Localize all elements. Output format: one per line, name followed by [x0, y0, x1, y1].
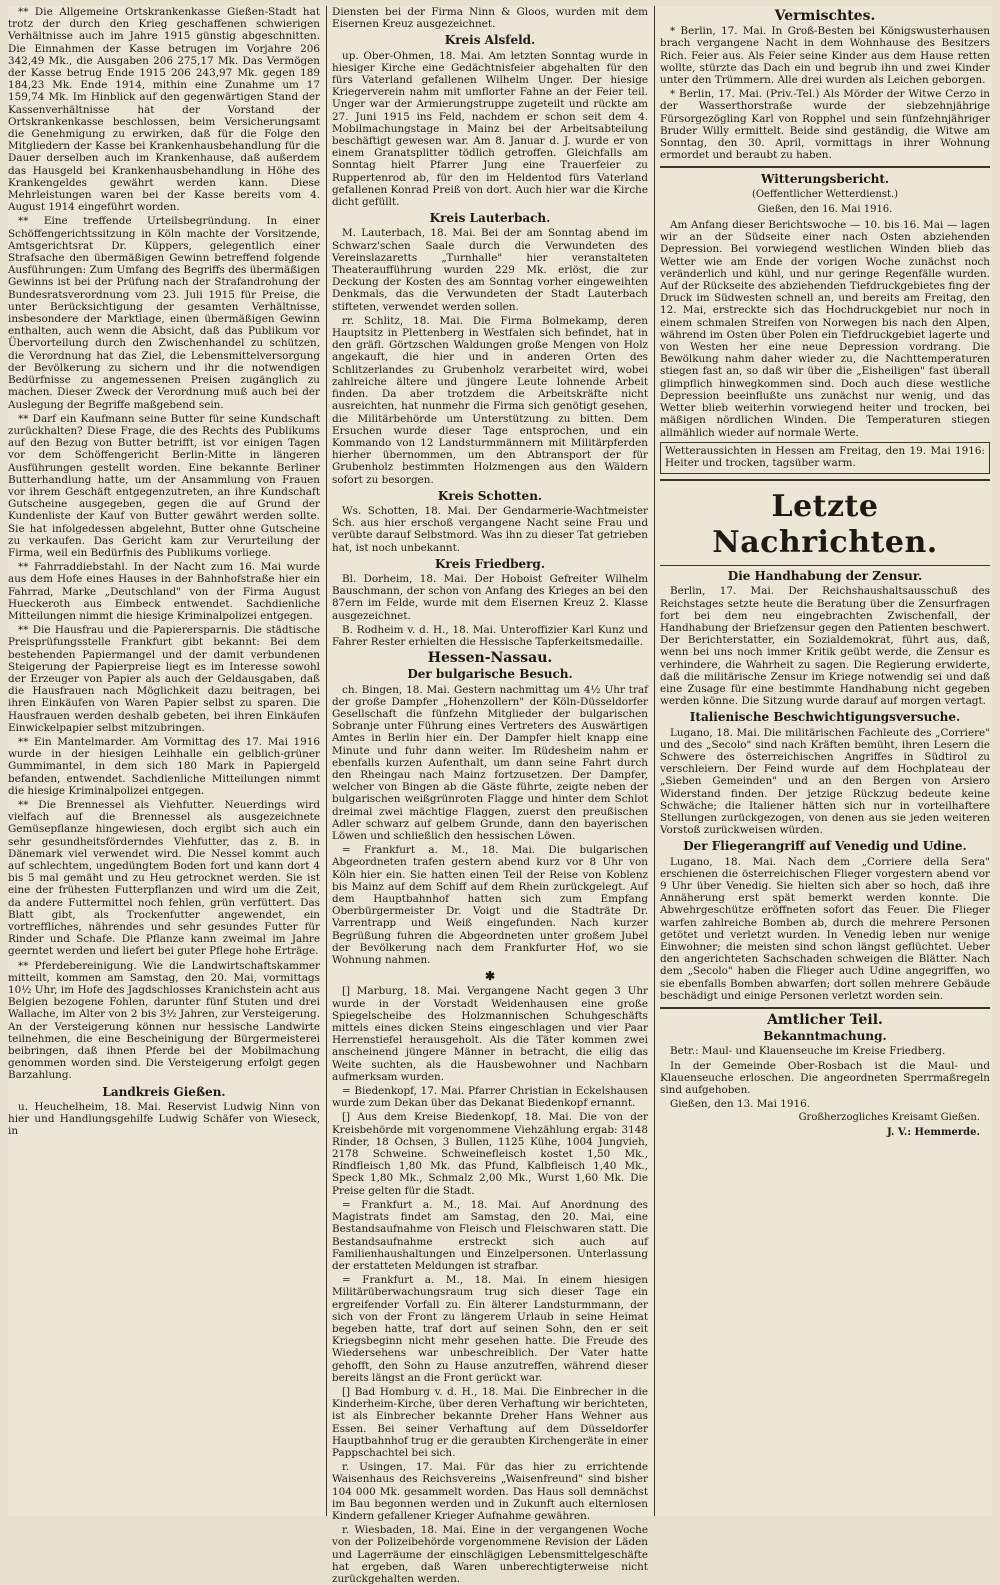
- notice-date: Gießen, den 13. Mai 1916.: [670, 1098, 810, 1111]
- weather-date: Gießen, den 16. Mai 1916.: [757, 203, 893, 215]
- article-heading-italien: Italienische Beschwichtigungsversuche.: [689, 710, 961, 725]
- section-heading-landkreis-giessen: Landkreis Gießen.: [102, 1084, 226, 1099]
- notice-authority: Großherzogliches Kreisamt Gießen.: [798, 1112, 980, 1124]
- article-heading-fliegerangriff: Der Fliegerangriff auf Venedig und Udine.: [683, 839, 967, 854]
- article-wiesbaden: r. Wiesbaden, 18. Mai. Eine in der vergangenen Woche von der Polizeibehörde vorgenommene Revision der Läden und Lagerräume der einschlägigen Lebensmittelgeschäfte hat ergeben, daß Waren unberechtigterweise nicht zurückgehalten werden.: [332, 1524, 648, 1585]
- divider: [660, 1007, 990, 1009]
- article-kreis-biedenkopf: [] Aus dem Kreise Biedenkopf, 18. Mai. Die von der Kreisbehörde mit vorgenommene Viehzählung ergab: 3148 Rinder, 18 Ochsen, 3 Bullen, 1125 Kühe, 1004 Jungvieh, 2178 Schweine. Schweinefleisch kostet 1,50 Mk., Rindfleisch 1,80 Mk. das Pfund, Kalbfleisch 1,40 Mk., Speck 1,80 Mk., Schmalz 2,00 Mk., Wurst 1,60 Mk. Die Preise gelten für die Stadt.: [332, 1111, 648, 1197]
- article-berlin-feuer: * Berlin, 17. Mai. In Groß-Besten bei Königswusterhausen brach vergangene Nacht in dem Wohnhause des Besitzers Rich. Feier aus. Als Feier seine Kinder aus dem Hause retten wollte, stürzte das Dach ein und begrub ihn und zwei Kinder unter den Trümmern. Alle drei wurden als Leichen geborgen.: [660, 25, 990, 87]
- article-berlin-mord: * Berlin, 17. Mai. (Priv.-Tel.) Als Mörder der Witwe Cerzo in der Wasserthorstraße wurde der siebzehnjährige Fürsorgezögling Karl von Ropphel und sein fünfzehnjähriger Bruder Willy ermittelt. Beide sind geständig, die Witwe am Sonntag, den 30. April, vormittags in ihrer Wohnung ermordet und beraubt zu haben.: [660, 88, 990, 162]
- article-bad-homburg: [] Bad Homburg v. d. H., 18. Mai. Die Einbrecher in die Kinderheim-Kirche, über deren Verhaftung wir berichteten, ist als Einbrecher bekannte Dreher Hans Wehner aus Essen. Bei seiner Verhaftung auf dem Düsseldorfer Hauptbahnhof trug er die geraubten Kirchengeräte in einer Pappschachtel bei sich.: [332, 1385, 648, 1459]
- weather-subtitle: (Oeffentlicher Wetterdienst.): [751, 188, 899, 200]
- divider: [660, 166, 990, 168]
- article-bingen: ch. Bingen, 18. Mai. Gestern nachmittag um 4½ Uhr traf der große Dampfer „Hohenzollern" der Köln-Düsseldorfer Gesellschaft die fünfzehn Mitglieder der bulgarischen Sobranje unter Führung eines Vertreters des Auswärtigen Amtes in Berlin hier ein. Der Dampfer hielt knapp eine Minute und fuhr dann weiter. Im Rüdesheim nahm er ebenfalls kurzen Aufenthalt, um dann seine Fahrt durch den Rheingau nach Mainz fortzusetzen. Der Dampfer, welcher von Bingen ab die Gäste führte, zeigte neben der bulgarischen weißgrünroten Flagge und hinter dem Schlot dreimal zwei mächtige Flaggen, zuerst den preußischen Adler schwarz auf gelbem Grunde, dann den bayerischen Löwen und schließlich den hessischen Löwen.: [332, 683, 648, 842]
- divider: [660, 565, 990, 566]
- article-heading-bekanntmachung: Bekanntmachung.: [763, 1029, 887, 1044]
- article-fahrraddiebstahl: ** Fahrraddiebstahl. In der Nacht zum 16. Mai wurde aus dem Hofe eines Hauses in der Bahnhofstraße hier ein Fahrrad, Marke „Deutschland" von der Firma August Hueckeroth aus Eimbeck entwendet. Sachdienliche Mitteilungen nimmt die hiesige Kriminalpolizei entgegen.: [8, 561, 320, 622]
- article-schotten: Ws. Schotten, 18. Mai. Der Gendarmerie-Wachtmeister Sch. aus hier erschoß vergangene Nacht seine Frau und verübte darauf Selbstmord. Was ihn zu dieser Tat getrieben hat, ist noch unbekannt.: [332, 504, 648, 554]
- newspaper-page: [8, 6, 992, 1585]
- notice-body: In der Gemeinde Ober-Rosbach ist die Maul- und Klauenseuche erloschen. Die angeordneten Sperrmaßregeln sind aufgehoben.: [660, 1059, 990, 1097]
- article-heading-bulgarischer-besuch: Der bulgarische Besuch.: [407, 667, 573, 682]
- article-urteilsbegruendung: ** Eine treffende Urteilsbegründung. In einer Schöffengerichtssitzung in Köln machte der Vorsitzende, Amtsgerichtsrat Dr. Küppers, gelegentlich einer Strafsache den übermäßigen Gewinn betreffend folgende Ausführungen: Zum Umfang des Begriffs des übermäßigen Gewinns ist bei der Prüfung nach der Strafandrohung der Bundesratsverordnung vom 23. Juli 1915 für Preise, die unter Berücksichtigung der gesamten Verhältnisse, insbesondere der Marktlage, einen übermäßigen Gewinn enthalten, auch wenn die Absicht, daß das Publikum vor Übervorteilung durch den Zwischenhandel zu schützen, die Verordnung hat das Ziel, die Lebensmittelversorgung der Bevölkerung zu sichern und ihr die notwendigen Bedürfnisse zu angemessenen Preisen zugänglich zu machen. Dieser Zweck der Verordnung muß auch bei der Auslegung der Begriffe maßgebend sein.: [8, 215, 320, 411]
- divider: [660, 479, 990, 481]
- article-biedenkopf: = Biedenkopf, 17. Mai. Pfarrer Christian in Eckelshausen wurde zum Dekan über das Dekanat Biedenkopf ernannt.: [332, 1085, 648, 1110]
- section-heading-lauterbach: Kreis Lauterbach.: [429, 211, 551, 226]
- article-schlitz: rr. Schlitz, 18. Mai. Die Firma Bolmekamp, deren Hauptsitz in Plettenberg in Westfalen sich befindet, hat in den gräfl. Görtzschen Waldungen große Mengen von Holz angekauft, die hier und in anderen Orten des Schlitzerlandes zu Grubenholz verarbeitet wird, wobei zahlreiche ältere und jüngere Leute lohnende Arbeit finden. Da aber trotzdem die Arbeitskräfte nicht ausreichten, hat nunmehr die Firma sich genötigt gesehen, die Militärbehörde um Unterstützung zu bitten. Dem Ersuchen wurde dieser Tage entsprochen, und ein Kommando von 12 Landsturmmännern mit Militärpferden hierher übernommen, um den Abtransport der für Grubenholz bestimmten Holzmengen aus den Wäldern sofort zu besorgen.: [332, 314, 648, 486]
- weather-forecast-box: [660, 442, 990, 474]
- notice-subject: Betr.: Maul- und Klauenseuche im Kreise Friedberg.: [670, 1045, 946, 1058]
- column-rule: [326, 6, 327, 1516]
- article-frankfurt-1: = Frankfurt a. M., 18. Mai. Die bulgarischen Abgeordneten trafen gestern abend kurz vor 8 Uhr von Köln hier ein. Sie hatten einen Teil der Reise von Koblenz bis Mainz auf dem Schiff auf dem Rhein zurückgelegt. Auf dem Hauptbahnhof hatten sich zum Empfang Oberbürgermeister Dr. Voigt und die Stadträte Dr. Varrentrapp und Weiß eingefunden. Nach kurzer Begrüßung fuhren die Abgeordneten unter großem Jubel der Bevölkerung nach dem Frankfurter Hof, wo sie Wohnung nahmen.: [332, 844, 648, 967]
- article-rodheim: B. Rodheim v. d. H., 18. Mai. Unteroffizier Karl Kunz und Fahrer Rester erhielten die Hessische Tapferkeitsmedaille.: [332, 623, 648, 648]
- article-dorheim: Bl. Dorheim, 18. Mai. Der Hoboist Gefreiter Wilhelm Bauschmann, der schon von Anfang des Krieges an bei den 87ern im Felde, wurde mit dem Eisernen Kreuz 2. Klasse ausgezeichnet.: [332, 572, 648, 622]
- section-heading-hessen-nassau: Hessen-Nassau.: [427, 650, 553, 667]
- article-papierersparnis: ** Die Hausfrau und die Papierersparnis. Die städtische Preisprüfungsstelle Frankfurt gibt bekannt: Bei dem bestehenden Papiermangel und der damit verbundenen Steigerung der Papierpreise liegt es im Interesse sowohl der Erzeuger von Papier als auch der Geldausgaben, daß die Hausfrauen nach Möglichkeit dazu beitragen, bei ihren Einkäufen von Waren Papier selbst zu sparen. Die Hausfrauen werden deshalb gebeten, bei ihren Einkäufen Einwickelpapier selbst mitzubringen.: [8, 624, 320, 734]
- article-frankfurt-3: = Frankfurt a. M., 18. Mai. In einem hiesigen Militärüberwachungsraum trug sich dieser Tage ein ergreifender Vorfall zu. Ein älterer Landsturmmann, der sich von der Front zu längerem Urlaub in seine Heimat begeben hatte, traf dort auf seinen Sohn, den er seit Kriegsbeginn nicht mehr gesehen hatte. Die Freude des Wiedersehens war unbeschreiblich. Der Vater hatte gehofft, den Sohn zu Hause anzutreffen, während dieser bereits längst an die Front gerückt war.: [332, 1274, 648, 1384]
- section-heading-schotten: Kreis Schotten.: [437, 488, 543, 503]
- article-mantelmarder: ** Ein Mantelmarder. Am Vormittag des 17. Mai 1916 wurde in der hiesigen Leihhalle ein gelblich-grüner Gummimantel, in dem sich 180 Mark in Papiergeld befanden, entwendet. Sachdienliche Mitteilungen nimmt die hiesige Kriminalpolizei entgegen.: [8, 735, 320, 797]
- column-3: [660, 6, 990, 1516]
- article-lauterbach: M. Lauterbach, 18. Mai. Bei der am Sonntag abend im Schwarz'schen Saale durch die Verwundeten des Vereinslazaretts „Turnhalle" hier veranstalteten Theateraufführung wurden 229 Mk. erlöst, die zur Deckung der Kosten des am Sonntag vorher eingeweihten Denkmals, das die Verwundeten der Stadt Lauterbach stifteten, verwendet werden sollen.: [332, 227, 648, 313]
- article-heuchelheim: u. Heuchelheim, 18. Mai. Reservist Ludwig Ninn von hier und Handlungsgehilfe Ludwig Schäfer von Wieseck, in: [8, 1100, 320, 1138]
- article-fliegerangriff: Lugano, 18. Mai. Nach dem „Corriere della Sera" erschienen die österreichischen Flieger vorgestern abend vor 9 Uhr über Venedig. Sie hielten sich aber so hoch, daß ihre Annäherung erst spät bemerkt werden konnte. Die Abwehrgeschütze eröffneten sofort das Feuer. Die Flieger warfen zahlreiche Bomben ab, durch die mehrere Personen getötet und verletzt wurden. In Venedig leben nur wenige Einwohner; die meisten sind schon längst geflüchtet. Ueber den angerichteten Sachschaden schweigen die Blätter. Nach dem „Secolo" haben die Flieger auch Udine angegriffen, wo sie ebenfalls Bomben abwarfen; dort sollen mehrere Gebäude beschädigt und einige Personen verletzt worden sein.: [660, 855, 990, 1002]
- article-pferdeversteigerung: ** Pferdebereinigung. Wie die Landwirtschaftskammer mitteilt, kommen am Samstag, den 20. Mai, vormittags 10½ Uhr, im Hofe des Jagdschlosses Kranichstein acht aus Belgien bezogene Fohlen, darunter fünf Stuten und drei Wallache, im Alter von 2 bis 3½ Jahren, zur Versteigerung. An der Versteigerung können nur hessische Landwirte teilnehmen, die eine Bescheinigung der Bürgermeisterei beibringen, daß ihnen Pferde bei der Mobilmachung genommen worden sind. Die Versteigerung erfolgt gegen Barzahlung.: [8, 959, 320, 1082]
- column-1: [8, 6, 320, 1516]
- column-2: [332, 6, 648, 1585]
- article-brennessel: ** Die Brennessel als Viehfutter. Neuerdings wird vielfach auf die Brennessel als ausgezeichnete Gemüsepflanze hingewiesen, doch ergibt sich auch ein sehr gesundheitsförderndes Viehfutter, das z. B. in Dänemark viel verwendet wird. Die Nessel kommt auch auf schlechtem, ungedüngtem Boden fort und kann dort 4 bis 5 mal gemäht und zu Heu getrocknet werden. Sie ist eine der frühesten Futterpflanzen und wird um die Zeit, da andere Futtermittel noch fehlen, grün verfüttert. Das Blatt gibt, als Trockenfutter angewendet, ein vortreffliches, nährendes und sehr gesundes Futter für Rinder und Schafe. Die Pflanze kann zweimal im Jahre geerntet werden und liefert bei guter Pflege hohe Erträge.: [8, 799, 320, 958]
- weather-report: Am Anfang dieser Berichtswoche — 10. bis 16. Mai — lagen wir an der Südseite einer nach Osten abziehenden Depression. Bei vorwiegend westlichen Winden blieb das Wetter wie am Ende der vorigen Woche zunächst noch veränderlich und kühl, und nur geringe Regenfälle wurden. Auf der Rückseite des abziehenden Tiefdruckgebietes fing der Druck im Südwesten schnell an, und bereits am Freitag, den 12. Mai, erstreckte sich das Hochdruckgebiet nur noch in einem schmalen Streifen von Norwegen bis nach den Alpen, während im Osten über Polen ein Tiefdruckgebiet lagerte und von Westen her eine neue Depression vordrang. Die Bewölkung nahm daher wieder zu, die Nachttemperaturen stiegen fast an, so daß wir über die „Eisheiligen" fast überall glimpflich hinwegkommen sind. Doch auch diese westliche Depression beeinflußte uns zunächst nur wenig, und das Wetter blieb weiterhin vorwiegend heiter und trocken, bei mäßigen nördlichen Winden. Die Temperaturen stiegen allmählich wieder auf normale Werte.: [660, 219, 990, 439]
- section-title-letzte-nachrichten: Letzte Nachrichten.: [712, 489, 938, 561]
- asterisk-divider: ✱: [484, 969, 496, 984]
- section-heading-witterungsbericht: Witterungsbericht.: [760, 172, 890, 187]
- article-continuation: Diensten bei der Firma Ninn & Gloos, wurden mit dem Eisernen Kreuz ausgezeichnet.: [332, 6, 648, 31]
- section-heading-vermischtes: Vermischtes.: [774, 8, 876, 24]
- weather-forecast: Wetteraussichten in Hessen am Freitag, den 19. Mai 1916: Heiter und trocken, tagsüber warm.: [665, 444, 985, 469]
- article-butter: ** Darf ein Kaufmann seine Butter für seine Kundschaft zurückhalten? Diese Frage, die des Rechts des Publikums auf den Bezug von Butter betrifft, ist vor einigen Tagen vor dem Schöffengericht Berlin-Mitte in längeren Ausführungen gestellt worden. Eine bekannte Berliner Butterhandlung hatte, um der Ansammlung von Frauen vor ihrem Geschäft entgegenzutreten, an ihre Kundschaft Gutscheine ausgegeben, gegen die auf Grund der Kundenliste der Kauf von Butter gewährt werden sollte. Sie hat infolgedessen abgelehnt, Butter ohne Gutscheine zu verkaufen. Das Gericht kam zur Verurteilung der Firma, weil ein Bedürfnis des Publikums vorliege.: [8, 412, 320, 559]
- notice-signature: J. V.: Hemmerde.: [886, 1126, 980, 1138]
- article-ortskrankenkasse: ** Die Allgemeine Ortskrankenkasse Gießen-Stadt hat trotz der durch den Krieg geschaffenen schwierigen Verhältnisse auch im Jahre 1915 günstig abgeschnitten. Die Einnahmen der Kasse betrugen im Vorjahre 206 342,49 Mk., die Ausgaben 206 275,17 Mk. Das Vermögen der Kasse betrug Ende 1915 206 243,97 Mk. gegen 189 184,23 Mk. Ende 1914, mithin eine Zunahme um 17 159,74 Mk. Im Hinblick auf den gegenwärtigen Stand der Kassenverhältnisse hat der Vorstand der Ortskrankenkasse beschlossen, beim Versicherungsamt die Genehmigung zu erwirken, daß für die Folge den Mitgliedern der Kasse bei Krankenhausbehandlung für die Dauer derselben auch im Krankenhause, daß außerdem das Hausgeld bei Krankenhausbehandlung in Höhe des Krankengeldes gewährt werden kann. Diese Mehrleistungen waren bei der Kasse bereits vom 4. August 1914 eingeführt worden.: [8, 6, 320, 214]
- article-italien: Lugano, 18. Mai. Die militärischen Fachleute des „Corriere" und des „Secolo" sind nach Kräften bemüht, ihren Lesern die Schwere des österreichischen Angriffes in Südtirol zu verschleiern. Der Feind wurde auf dem Hochplateau der „Sieben Gemeinden" und an den Bergen von Arsiero Widerstand finden. Der jetzige Rückzug bedeute keine Schwäche; die Italiener hätten sich nur in vorteilhaftere Stellungen zurückgezogen, von denen aus sie jeden weiteren Vorstoß zurückweisen würden.: [660, 726, 990, 837]
- section-heading-alsfeld: Kreis Alsfeld.: [444, 33, 536, 48]
- article-marburg: [] Marburg, 18. Mai. Vergangene Nacht gegen 3 Uhr wurde in der Vorstadt Weidenhausen eine große Spiegelscheibe des Holzmannischen Schuhgeschäfts mittels eines dicken Steins eingeschlagen und vier Paar Herrenstiefel herausgeholt. Als die Täter kommen zwei anscheinend jüngere Männer in betracht, die eilig das Weite suchten, als die Hausbewohner und Nachbarn aufmerksam wurden.: [332, 985, 648, 1083]
- article-zensur: Berlin, 17. Mai. Der Reichshaushaltsausschuß des Reichstages setzte heute die Beratung über die Zensurfragen fort bei dem neu eingebrachten Zwischenfall, der Handhabung der Briefzensur gegen den Patienten beschwert. Der Berichterstatter, ein Sozialdemokrat, führt aus, daß, wenn bei uns noch immer Kritik geübt werde, die Zensur es verhindere, die Wahrheit zu sagen. Die Regierung erwiderte, daß die militärische Zensur im Kriege notwendig sei und daß eine Zusage für eine bestimmte Handhabung nicht gegeben werden könne. Die Sitzung wurde darauf auf morgen vertagt.: [660, 585, 990, 708]
- article-frankfurt-2: = Frankfurt a. M., 18. Mai. Auf Anordnung des Magistrats findet am Samstag, den 20. Mai, eine Bestandsaufnahme von Fleisch und Fleischwaren statt. Die Bestandsaufnahme erstreckt sich auch auf Familienhaushaltungen und Einzelpersonen. Unterlassung der erstatteten Meldungen ist strafbar.: [332, 1198, 648, 1272]
- article-heading-zensur: Die Handhabung der Zensur.: [727, 569, 923, 584]
- article-ober-ohmen: up. Ober-Ohmen, 18. Mai. Am letzten Sonntag wurde in hiesiger Kirche eine Gedächtnisfeier abgehalten für den fürs Vaterland gefallenen Wilhelm Unger. Der hiesige Kriegerverein nahm mit umflorter Fahne an der Feier teil. Unger war der Armierungstruppe zugeteilt und rückte am 27. Juni 1915 ins Feld, nachdem er schon seit dem 4. Mobilmachungstage in Mainz bei der Arbeitsabteilung beschäftigt gewesen war. Am 8. Januar d. J. wurde er von einem Granatsplitter tödlich getroffen. Gleichfalls am Sonntag hielt Pfarrer Jung eine Trauerfeier zu Ruppertenrod ab, für den im Heldentod fürs Vaterland gefallenen Konrad Preiß von dort. Auch hier war die Kirche dicht gefüllt.: [332, 49, 648, 209]
- section-heading-friedberg: Kreis Friedberg.: [434, 556, 545, 571]
- column-rule: [654, 6, 655, 1516]
- section-heading-amtlicher-teil: Amtlicher Teil.: [767, 1012, 883, 1029]
- article-usingen: r. Usingen, 17. Mai. Für das hier zu errichtende Waisenhaus des Reichsvereins „Waisenfreund" sind bisher 104 000 Mk. gesammelt worden. Das Haus soll demnächst im Bau begonnen werden und in Zukunft auch elternlosen Kindern gefallener Krieger Aufnahme gewähren.: [332, 1461, 648, 1522]
